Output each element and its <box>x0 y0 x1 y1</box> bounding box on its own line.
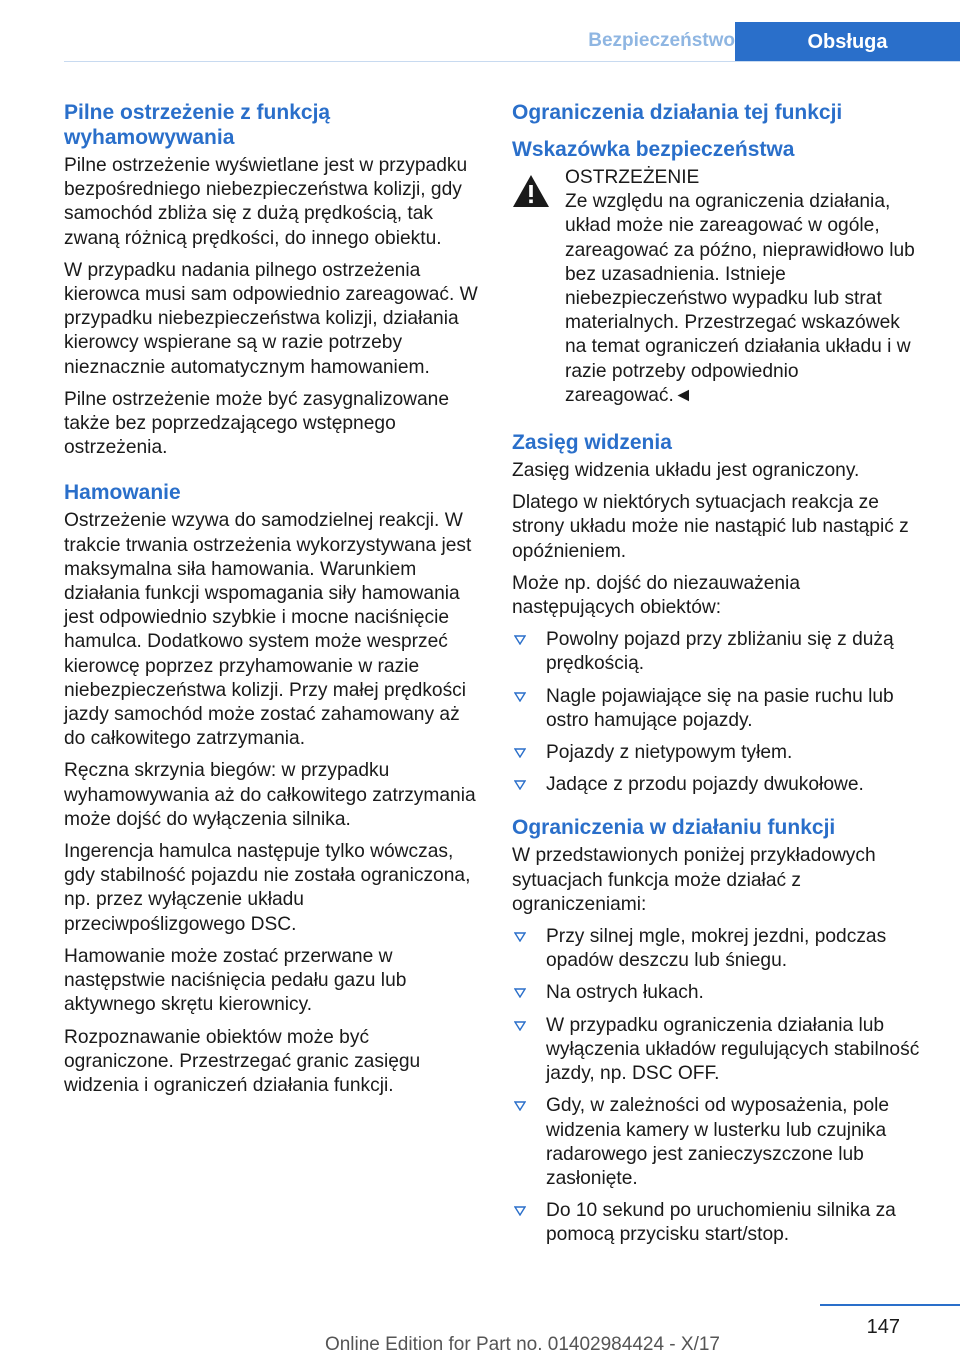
paragraph: Ostrzeżenie wzywa do samodzielnej reakcji. W trakcie trwania ostrzeżenia wykorzystywana jest maksymalna siła hamowania. Warunkiem działania funkcji wspomagania siły hamowania jest odpowiednio szybkie i mocne naciśnięcie hamulca. Dodatkowo system może wesprzeć kierowcę poprzez przyhamowanie w razie niebezpieczeństwa kolizji. Przy małej prędkości jazdy samochód może zostać zahamowany aż do całkowitego zatrzymania. <box>64 510 472 750</box>
left-column <box>64 100 478 1106</box>
heading-safety-note: Wskazówka bezpieczeństwa <box>512 138 795 161</box>
paragraph: W przypadku nadania pilnego ostrzeżenia kierowca musi sam odpowiednio zareagować. W przypadku niebezpieczeństwa kolizji, działania kierowcy wspierane są w razie potrzeby nieznacznie automatycznym hamowaniem. <box>64 259 478 378</box>
paragraph: Zasięg widzenia układu jest ograniczony. <box>512 460 860 482</box>
paragraph: Pilne ostrzeżenie wyświetlane jest w przypadku bezpośredniego niebezpieczeństwa kolizji, gdy samochód zbliża się z dużą prędkością, tak zwaną różnicą prędkości, do innego obiektu. <box>64 155 468 249</box>
triangle-bullet-icon <box>514 780 526 790</box>
undetected-objects-list <box>512 628 924 797</box>
triangle-bullet-icon <box>514 635 526 645</box>
paragraph: Hamowanie może zostać przerwane w następstwie naciśnięcia pedału gazu lub aktywnego skrętu kierownicy. <box>64 945 407 1016</box>
paragraph: Pilne ostrzeżenie może być zasygnalizowane także bez poprzedzającego wstępnego ostrzeżenia. <box>64 388 450 459</box>
list-item: W przypadku ograniczenia działania lub wyłączenia układów regulujących stabilność jazdy, np. DSC OFF. <box>512 1014 924 1087</box>
end-marker: ◄ <box>673 384 693 406</box>
limitations-list <box>512 925 924 1247</box>
paragraph: Ingerencja hamulca następuje tylko wówczas, gdy stabilność pojazdu nie została ograniczona, np. przez wyłączenie układu przeciwpoślizgowego DSC. <box>64 841 471 935</box>
heading-operating-limits: Ograniczenia w działaniu funkcji <box>512 816 836 840</box>
header-section-label: Bezpieczeństwo <box>588 30 735 51</box>
triangle-bullet-icon <box>514 692 526 702</box>
paragraph: Rozpoznawanie obiektów może być ograniczone. Przestrzegać granic zasięgu widzenia i ograniczeń działania funkcji. <box>64 1026 421 1096</box>
paragraph: Może np. dojść do niezauważenia następujących obiektów: <box>512 572 800 619</box>
heading-urgent-warning: Pilne ostrzeżenie z funkcją wyhamowywania <box>64 101 331 149</box>
list-item: Pojazdy z nietypowym tyłem. <box>512 741 924 765</box>
triangle-bullet-icon <box>514 1021 526 1031</box>
header-divider <box>64 61 960 62</box>
paragraph: W przedstawionych poniżej przykładowych sytuacjach funkcja może działać z ograniczeniami: <box>512 845 876 915</box>
page-number: 147 <box>866 1316 900 1338</box>
heading-braking: Hamowanie <box>64 481 181 505</box>
triangle-bullet-icon <box>514 932 526 942</box>
list-item: Gdy, w zależności od wyposażenia, pole widzenia kamery w lusterku lub czujnika radarowego jest zanieczyszczone lub zasłonięte. <box>512 1094 924 1191</box>
list-item: Nagle pojawiające się na pasie ruchu lub ostro hamujące pojazdy. <box>512 685 924 733</box>
list-item: Na ostrych łukach. <box>512 981 924 1005</box>
edition-note: Online Edition for Part no. 01402984424 - X/17 <box>324 1334 720 1355</box>
triangle-bullet-icon <box>514 1206 526 1216</box>
triangle-bullet-icon <box>514 988 526 998</box>
list-item: Jadące z przodu pojazdy dwukołowe. <box>512 773 924 797</box>
warning-title: OSTRZEŻENIE <box>565 167 700 188</box>
right-column <box>512 100 924 1256</box>
header-chapter-tab: Obsługa <box>735 22 960 62</box>
heading-function-limits: Ograniczenia działania tej funkcji <box>512 101 843 124</box>
paragraph: Ręczna skrzynia biegów: w przypadku wyhamowywania aż do całkowitego zatrzymania może dojść do wyłączenia silnika. <box>64 760 476 830</box>
triangle-bullet-icon <box>514 748 526 758</box>
footer-divider <box>820 1304 960 1306</box>
warning-box <box>512 166 924 408</box>
warning-text: Ze względu na ograniczenia działania, układ może nie zareagować w ogóle, zareagować za późno, nieprawidłowo lub bez uzasadnienia. Istnieje niebezpieczeństwo wypadku lub strat materialnych. Przestrzegać wskazówek na temat ograniczeń działania układu i w razie potrzeby odpowiednio zareagować. <box>565 191 915 406</box>
page-header <box>0 0 960 62</box>
paragraph: Dlatego w niektórych sytuacjach reakcja ze strony układu może nie nastąpić lub nastąpić z opóźnieniem. <box>512 492 909 562</box>
list-item: Do 10 sekund po uruchomieniu silnika za pomocą przycisku start/stop. <box>512 1199 924 1247</box>
warning-triangle-icon <box>512 174 550 208</box>
triangle-bullet-icon <box>514 1101 526 1111</box>
list-item: Powolny pojazd przy zbliżaniu się z dużą prędkością. <box>512 628 924 676</box>
heading-visibility-range: Zasięg widzenia <box>512 431 672 455</box>
list-item: Przy silnej mgle, mokrej jezdni, podczas opadów deszczu lub śniegu. <box>512 925 924 973</box>
